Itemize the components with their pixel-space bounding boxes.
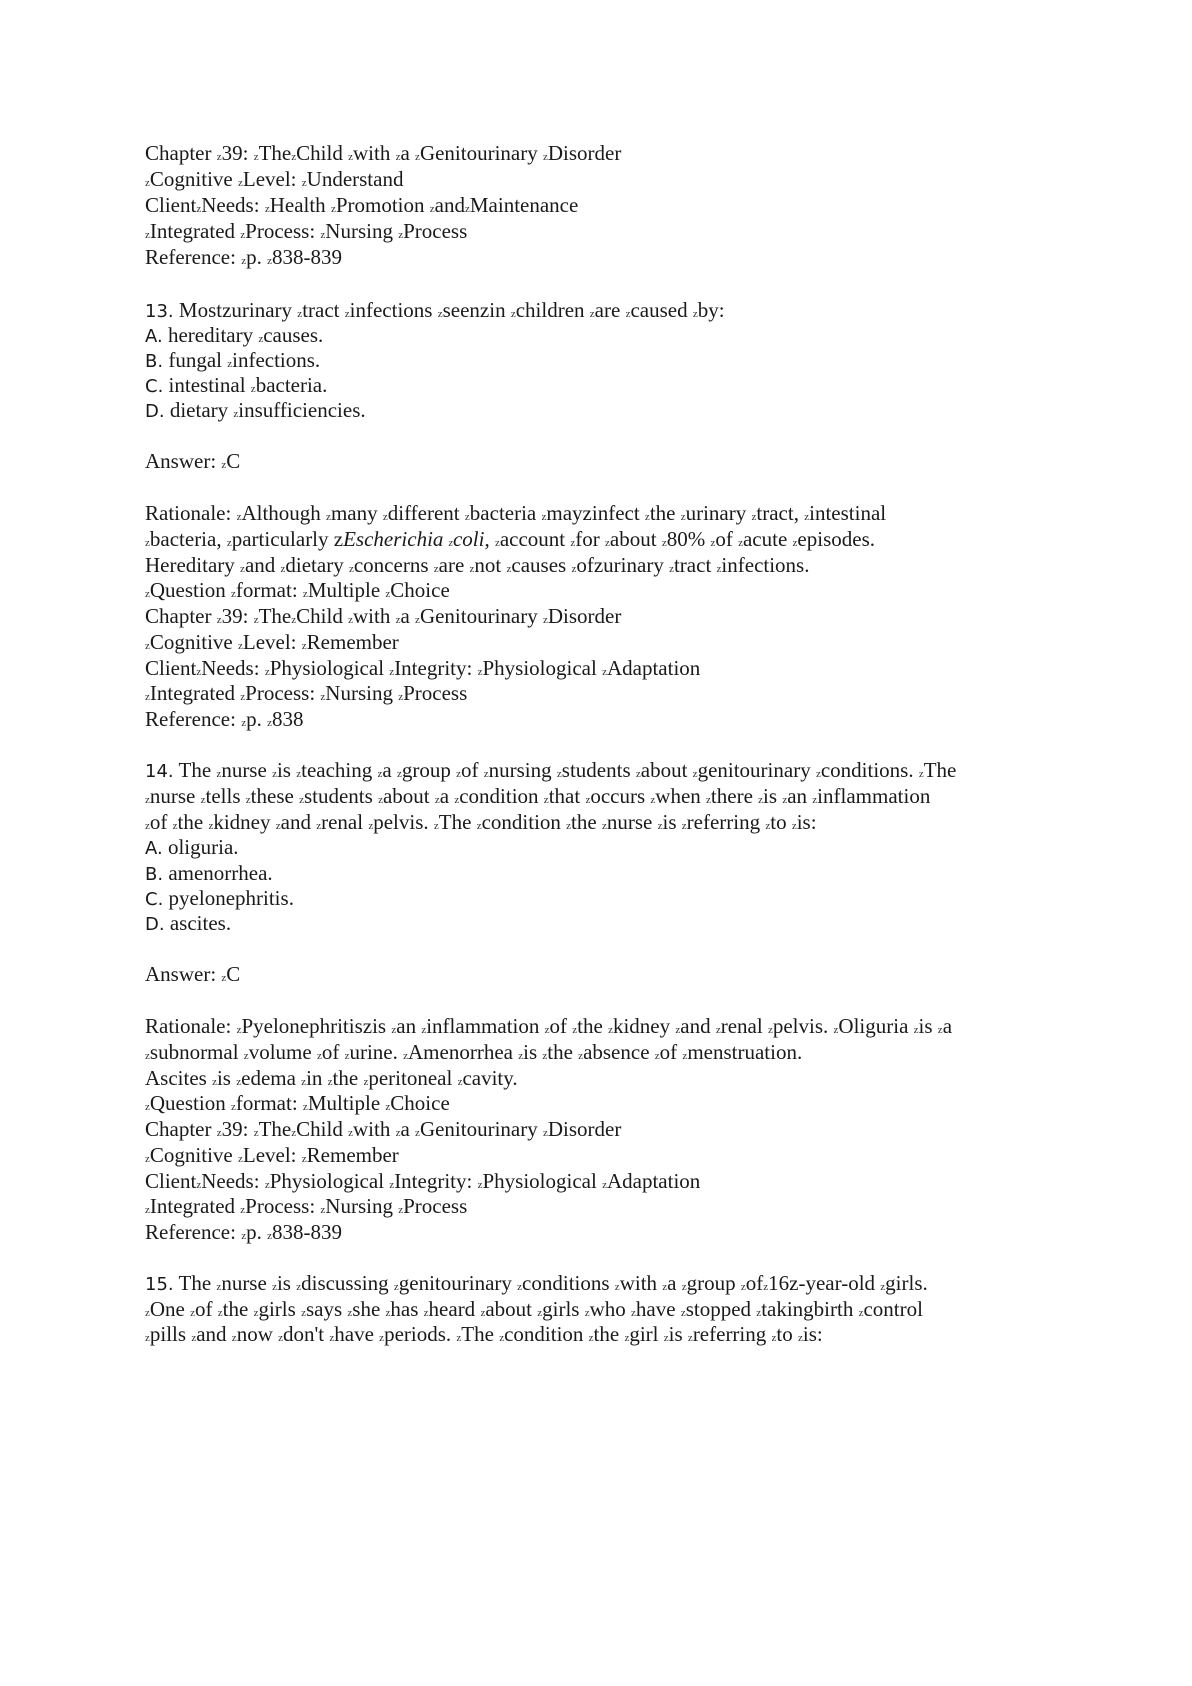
z-marker: z	[243, 1050, 249, 1062]
z-marker: z	[385, 1101, 391, 1113]
z-marker: z	[448, 537, 453, 549]
question-format-line: zQuestion zformat: zMultiple zChoice	[145, 1091, 450, 1115]
z-marker: z	[330, 203, 336, 215]
option-a: A. oliguria.	[145, 835, 239, 859]
z-marker: z	[476, 820, 482, 832]
z-marker: z	[585, 794, 591, 806]
z-marker: z	[240, 1204, 246, 1216]
z-marker: z	[499, 1332, 505, 1344]
z-marker: z	[326, 511, 331, 523]
z-marker: z	[348, 1127, 353, 1139]
z-marker: z	[682, 1050, 688, 1062]
z-marker: z	[344, 308, 350, 320]
z-marker: z	[602, 666, 607, 678]
z-marker: z	[291, 1127, 297, 1139]
z-marker: z	[518, 1050, 524, 1062]
z-marker: z	[602, 1179, 607, 1191]
z-marker: z	[216, 1127, 222, 1139]
z-marker: z	[316, 1050, 322, 1062]
option-a: A. hereditary zcauses.	[145, 323, 324, 347]
z-marker: z	[145, 820, 150, 832]
z-marker: z	[654, 1050, 660, 1062]
z-marker: z	[434, 794, 440, 806]
question-15-stem: zOne zof zthe zgirls zsays zshe zhas zheard zabout zgirls zwho zhave zstopped ztakingbirth zcontrol	[145, 1297, 923, 1321]
z-marker: z	[570, 537, 576, 549]
z-marker: z	[631, 1307, 636, 1319]
z-marker: z	[494, 537, 500, 549]
z-marker: z	[348, 563, 354, 575]
z-marker: z	[297, 308, 303, 320]
z-marker: z	[706, 794, 711, 806]
question-format-line: zQuestion zformat: zMultiple zChoice	[145, 578, 450, 602]
client-needs-line: ClientzNeeds: zPhysiological zIntegrity: zPhysiological zAdaptation	[145, 1169, 701, 1193]
z-marker: z	[624, 1332, 630, 1344]
z-marker: z	[542, 1050, 548, 1062]
chapter-line: Chapter z39: zThezChild zwith za zGenitourinary zDisorder	[145, 141, 622, 165]
z-marker: z	[464, 203, 470, 215]
z-marker: z	[379, 1332, 385, 1344]
z-marker: z	[716, 563, 722, 575]
z-marker: z	[398, 229, 404, 241]
z-marker: z	[382, 511, 388, 523]
z-marker: z	[429, 203, 435, 215]
z-marker: z	[681, 820, 687, 832]
z-marker: z	[196, 203, 202, 215]
z-marker: z	[396, 768, 402, 780]
z-marker: z	[662, 1281, 668, 1293]
reference-line: Reference: zp. z838-839	[145, 1220, 342, 1244]
z-marker: z	[145, 177, 150, 189]
z-marker: z	[145, 1307, 150, 1319]
z-marker: z	[480, 1307, 486, 1319]
z-marker: z	[477, 666, 483, 678]
z-marker: z	[272, 1281, 277, 1293]
z-marker: z	[196, 1179, 202, 1191]
z-marker: z	[588, 1332, 594, 1344]
z-marker: z	[216, 768, 222, 780]
z-marker: z	[918, 768, 924, 780]
z-marker: z	[661, 537, 667, 549]
z-marker: z	[437, 308, 443, 320]
z-marker: z	[212, 1076, 217, 1088]
z-marker: z	[398, 691, 404, 703]
question-number: 15.	[145, 1274, 174, 1295]
z-marker: z	[415, 614, 420, 626]
option-c: C. intestinal zbacteria.	[145, 373, 328, 397]
z-marker: z	[264, 203, 270, 215]
z-marker: z	[423, 1307, 429, 1319]
z-marker: z	[377, 768, 383, 780]
z-marker: z	[301, 177, 307, 189]
z-marker: z	[584, 1307, 590, 1319]
z-marker: z	[403, 1050, 409, 1062]
z-marker: z	[236, 511, 242, 523]
z-marker: z	[804, 511, 810, 523]
z-marker: z	[267, 717, 272, 729]
z-marker: z	[391, 1024, 397, 1036]
z-marker: z	[756, 1307, 762, 1319]
integrated-process-line: zIntegrated zProcess: zNursing zProcess	[145, 681, 468, 705]
z-marker: z	[378, 794, 383, 806]
z-marker: z	[680, 511, 686, 523]
z-marker: z	[320, 691, 326, 703]
rationale-line: Rationale: zPyelonephritiszis zan zinflammation zof zthe zkidney zand zrenal zpelvis. zOliguria zis za	[145, 1014, 953, 1038]
z-marker: z	[216, 614, 222, 626]
z-marker: z	[221, 459, 227, 471]
z-marker: z	[368, 820, 374, 832]
z-marker: z	[937, 1024, 943, 1036]
question-15-stem: zpills zand znow zdon't zhave zperiods. zThe zcondition zthe zgirl zis zreferring zto zis:	[145, 1322, 823, 1346]
z-marker: z	[291, 151, 297, 163]
z-marker: z	[216, 151, 222, 163]
z-marker: z	[302, 1101, 308, 1113]
chapter-line: Chapter z39: zThezChild zwith za zGenitourinary zDisorder	[145, 1117, 622, 1141]
z-marker: z	[227, 358, 233, 370]
z-marker: z	[880, 1281, 886, 1293]
z-marker: z	[477, 1179, 483, 1191]
z-marker: z	[145, 640, 150, 652]
z-marker: z	[543, 794, 549, 806]
z-marker: z	[415, 151, 420, 163]
cognitive-level-line: zCognitive zLevel: zRemember	[145, 1143, 399, 1167]
z-marker: z	[236, 1024, 242, 1036]
question-13-stem: 13. Mostzurinary ztract zinfections zseenzin zchildren zare zcaused zby:	[145, 298, 725, 322]
z-marker: z	[231, 1332, 237, 1344]
question-14-stem: 14. The znurse zis zteaching za zgroup zof znursing zstudents zabout zgenitourinary zconditions. zThe	[145, 758, 957, 782]
z-marker: z	[644, 511, 650, 523]
cognitive-level-line: zCognitive zLevel: zRemember	[145, 630, 399, 654]
z-marker: z	[301, 1153, 307, 1165]
z-marker: z	[145, 229, 150, 241]
z-marker: z	[145, 1050, 150, 1062]
z-marker: z	[348, 151, 353, 163]
z-marker: z	[395, 151, 401, 163]
z-marker: z	[456, 1332, 462, 1344]
z-marker: z	[278, 1332, 283, 1344]
z-marker: z	[216, 1281, 222, 1293]
reference-line: Reference: zp. z838	[145, 707, 304, 731]
z-marker: z	[556, 768, 562, 780]
rationale-line: Hereditary zand zdietary zconcerns zare znot zcauses zofzurinary ztract zinfections.	[145, 553, 810, 577]
z-marker: z	[457, 1076, 463, 1088]
z-marker: z	[601, 820, 607, 832]
z-marker: z	[233, 408, 239, 420]
z-marker: z	[237, 640, 243, 652]
z-marker: z	[605, 537, 610, 549]
z-marker: z	[191, 1332, 197, 1344]
z-marker: z	[267, 255, 272, 267]
z-marker: z	[791, 820, 797, 832]
z-marker: z	[253, 151, 259, 163]
z-marker: z	[454, 794, 460, 806]
z-marker: z	[625, 308, 631, 320]
z-marker: z	[301, 1076, 307, 1088]
z-marker: z	[506, 563, 512, 575]
z-marker: z	[344, 1050, 350, 1062]
option-d: D. ascites.	[145, 911, 232, 935]
question-15-stem: 15. The znurse zis zdiscussing zgenitourinary zconditions zwith za zgroup zofz16z-year-old zgirls.	[145, 1271, 928, 1295]
z-marker: z	[833, 1024, 839, 1036]
z-marker: z	[363, 1076, 369, 1088]
z-marker: z	[145, 588, 150, 600]
z-marker: z	[692, 768, 698, 780]
z-marker: z	[710, 537, 716, 549]
z-marker: z	[230, 588, 236, 600]
z-marker: z	[145, 691, 150, 703]
z-marker: z	[264, 1179, 270, 1191]
z-marker: z	[792, 537, 798, 549]
z-marker: z	[296, 1281, 302, 1293]
z-marker: z	[237, 177, 243, 189]
reference-line: Reference: zp. z838-839	[145, 245, 342, 269]
z-marker: z	[145, 794, 150, 806]
z-marker: z	[145, 1153, 150, 1165]
z-marker: z	[327, 1076, 333, 1088]
z-marker: z	[389, 666, 395, 678]
integrated-process-line: zIntegrated zProcess: zNursing zProcess	[145, 1194, 468, 1218]
z-marker: z	[258, 333, 264, 345]
z-marker: z	[272, 768, 277, 780]
z-marker: z	[767, 1024, 773, 1036]
z-marker: z	[329, 1332, 335, 1344]
z-marker: z	[385, 588, 391, 600]
z-marker: z	[544, 1024, 550, 1036]
rationale-line: zsubnormal zvolume zof zurine. zAmenorrhea zis zthe zabsence zof zmenstruation.	[145, 1040, 803, 1064]
z-marker: z	[253, 1127, 259, 1139]
z-marker: z	[542, 614, 548, 626]
option-d: D. dietary zinsufficiencies.	[145, 398, 366, 422]
z-marker: z	[398, 1204, 404, 1216]
z-marker: z	[190, 1307, 196, 1319]
z-marker: z	[145, 1101, 150, 1113]
z-marker: z	[236, 1076, 242, 1088]
z-marker: z	[291, 614, 297, 626]
question-14-stem: zof zthe zkidney zand zrenal zpelvis. zThe zcondition zthe znurse zis zreferring zto zis:	[145, 810, 817, 834]
z-marker: z	[240, 563, 245, 575]
z-marker: z	[395, 614, 401, 626]
z-marker: z	[299, 794, 304, 806]
cognitive-level-line: zCognitive zLevel: zUnderstand	[145, 167, 404, 191]
z-marker: z	[692, 308, 698, 320]
z-marker: z	[226, 537, 232, 549]
z-marker: z	[145, 1204, 150, 1216]
z-marker: z	[301, 640, 307, 652]
z-marker: z	[389, 1179, 395, 1191]
integrated-process-line: zIntegrated zProcess: zNursing zProcess	[145, 219, 468, 243]
z-marker: z	[782, 794, 788, 806]
z-marker: z	[433, 563, 439, 575]
z-marker: z	[245, 794, 251, 806]
italic-term: Escherichia zcoli	[343, 527, 485, 551]
option-b: B. fungal zinfections.	[145, 348, 321, 372]
z-marker: z	[145, 537, 150, 549]
z-marker: z	[456, 768, 461, 780]
z-marker: z	[541, 511, 547, 523]
z-marker: z	[316, 820, 322, 832]
answer-line: Answer: zC	[145, 449, 241, 473]
z-marker: z	[240, 229, 246, 241]
z-marker: z	[542, 151, 548, 163]
option-c: C. pyelonephritis.	[145, 886, 294, 910]
z-marker: z	[253, 1307, 259, 1319]
z-marker: z	[250, 383, 256, 395]
z-marker: z	[669, 563, 674, 575]
question-14-stem: znurse ztells zthese zstudents zabout za zcondition zthat zoccurs zwhen zthere zis zan zinflammation	[145, 784, 931, 808]
z-marker: z	[267, 1230, 272, 1242]
z-marker: z	[483, 768, 489, 780]
z-marker: z	[200, 794, 206, 806]
z-marker: z	[589, 308, 595, 320]
z-marker: z	[571, 563, 577, 575]
z-marker: z	[221, 972, 227, 984]
z-marker: z	[650, 794, 656, 806]
rationale-line: zbacteria, zparticularly zEscherichia zcoli, zaccount zfor zabout z80% zof zacute zepisodes.	[145, 527, 875, 551]
question-number: 14.	[145, 761, 174, 782]
z-marker: z	[275, 820, 281, 832]
chapter-line: Chapter z39: zThezChild zwith za zGenitourinary zDisorder	[145, 604, 622, 628]
z-marker: z	[510, 308, 516, 320]
z-marker: z	[680, 1307, 686, 1319]
z-marker: z	[614, 1281, 620, 1293]
z-marker: z	[241, 255, 247, 267]
z-marker: z	[751, 511, 757, 523]
z-marker: z	[385, 1307, 391, 1319]
z-marker: z	[740, 1281, 746, 1293]
z-marker: z	[657, 820, 663, 832]
z-marker: z	[320, 229, 326, 241]
z-marker: z	[675, 1024, 681, 1036]
z-marker: z	[395, 1127, 401, 1139]
z-marker: z	[241, 1230, 247, 1242]
z-marker: z	[280, 563, 286, 575]
z-marker: z	[608, 1024, 613, 1036]
z-marker: z	[913, 1024, 919, 1036]
question-number: 13.	[145, 301, 174, 322]
z-marker: z	[635, 768, 641, 780]
z-marker: z	[264, 666, 270, 678]
z-marker: z	[542, 1127, 548, 1139]
z-marker: z	[393, 1281, 399, 1293]
z-marker: z	[253, 614, 259, 626]
answer-line: Answer: zC	[145, 962, 241, 986]
z-marker: z	[320, 1204, 326, 1216]
z-marker: z	[763, 1281, 769, 1293]
z-marker: z	[302, 588, 308, 600]
z-marker: z	[241, 717, 247, 729]
z-marker: z	[296, 768, 302, 780]
z-marker: z	[240, 691, 246, 703]
option-b: B. amenorrhea.	[145, 861, 273, 885]
z-marker: z	[578, 1050, 584, 1062]
z-marker: z	[517, 1281, 523, 1293]
client-needs-line: ClientzNeeds: zHealth zPromotion zandzMaintenance	[145, 193, 579, 217]
z-marker: z	[812, 794, 818, 806]
rationale-line: Ascites zis zedema zin zthe zperitoneal zcavity.	[145, 1066, 518, 1090]
z-marker: z	[572, 1024, 578, 1036]
z-marker: z	[765, 820, 771, 832]
client-needs-line: ClientzNeeds: zPhysiological zIntegrity: zPhysiological zAdaptation	[145, 656, 701, 680]
z-marker: z	[348, 614, 353, 626]
z-marker: z	[433, 820, 439, 832]
z-marker: z	[798, 1332, 803, 1344]
z-marker: z	[415, 1127, 420, 1139]
z-marker: z	[469, 563, 475, 575]
z-marker: z	[464, 511, 470, 523]
z-marker: z	[301, 1307, 306, 1319]
z-marker: z	[217, 1307, 223, 1319]
z-marker: z	[738, 537, 743, 549]
z-marker: z	[237, 1153, 243, 1165]
z-marker: z	[715, 1024, 721, 1036]
z-marker: z	[771, 1332, 777, 1344]
z-marker: z	[815, 768, 821, 780]
z-marker: z	[145, 1332, 150, 1344]
z-marker: z	[347, 1307, 353, 1319]
z-marker: z	[421, 1024, 427, 1036]
z-marker: z	[230, 1101, 236, 1113]
rationale-line: Rationale: zAlthough zmany zdifferent zbacteria zmayzinfect zthe zurinary ztract, zintestinal	[145, 501, 887, 525]
z-marker: z	[566, 820, 572, 832]
z-marker: z	[687, 1332, 693, 1344]
z-marker: z	[196, 666, 202, 678]
z-marker: z	[758, 794, 764, 806]
z-marker: z	[537, 1307, 543, 1319]
z-marker: z	[663, 1332, 669, 1344]
z-marker: z	[172, 820, 178, 832]
z-marker: z	[208, 820, 214, 832]
z-marker: z	[681, 1281, 687, 1293]
z-marker: z	[858, 1307, 864, 1319]
